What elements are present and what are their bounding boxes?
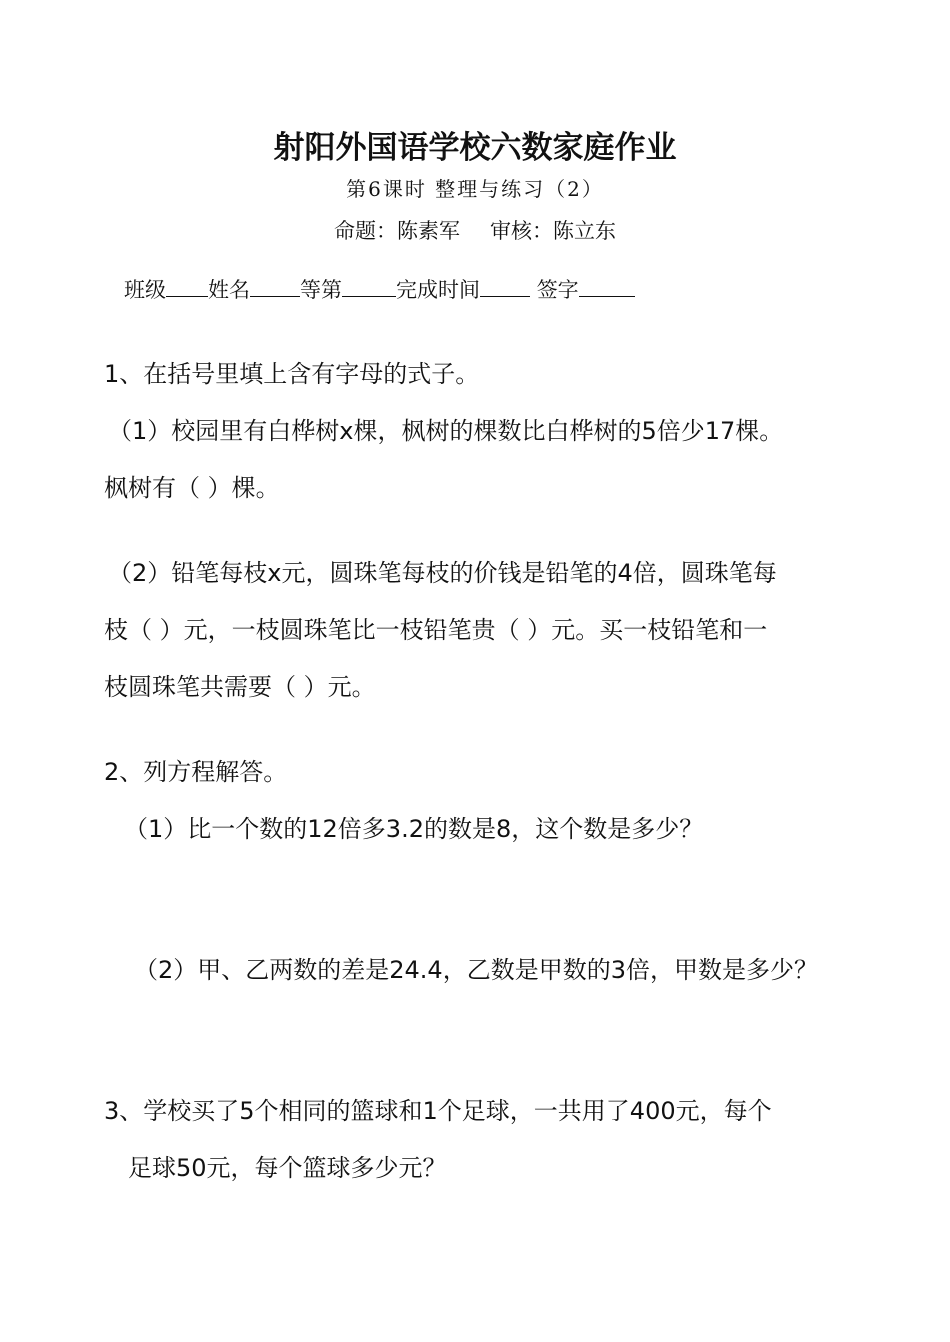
question-1-title: 1、在括号里填上含有字母的式子。 — [104, 360, 480, 388]
question-2-part-2: （2）甲、乙两数的差是24.4，乙数是甲数的3倍，甲数是多少？ — [134, 956, 818, 984]
question-1-part-1-line-2: 枫树有（ ）棵。 — [104, 474, 280, 502]
class-label: 班级 — [124, 278, 166, 302]
question-3-line-1: 3、学校买了5个相同的篮球和1个足球，一共用了400元，每个 — [104, 1097, 772, 1125]
lesson-subtitle: 第6课时 整理与练习（2） — [346, 177, 604, 201]
question-1-part-2-line-3: 枝圆珠笔共需要（ ）元。 — [104, 673, 376, 701]
question-1-part-2-line-2: 枝（ ）元，一枝圆珠笔比一枝铅笔贵（ ）元。买一枝铅笔和一 — [104, 616, 768, 644]
reviewer-label: 审核：陈立东 — [490, 219, 616, 243]
grade-blank[interactable] — [342, 274, 396, 297]
question-2-part-1: （1）比一个数的12倍多3.2的数是8，这个数是多少？ — [124, 815, 704, 843]
sign-label: 签字 — [536, 278, 579, 302]
class-blank[interactable] — [166, 274, 208, 297]
time-blank[interactable] — [480, 274, 530, 297]
student-info-row — [124, 274, 635, 305]
name-blank[interactable] — [250, 274, 300, 297]
author-line — [0, 216, 950, 246]
question-1-part-2-line-1: （2）铅笔每枝x元，圆珠笔每枝的价钱是铅笔的4倍，圆珠笔每 — [108, 559, 777, 587]
page-title: 射阳外国语学校六数家庭作业 — [273, 130, 677, 166]
question-3-line-2: 足球50元，每个篮球多少元？ — [128, 1154, 447, 1182]
sign-blank[interactable] — [579, 274, 635, 297]
author-label: 命题：陈素军 — [334, 219, 460, 243]
question-2-title: 2、列方程解答。 — [104, 758, 288, 786]
question-1-part-1-line-1: （1）校园里有白桦树x棵，枫树的棵数比白桦树的5倍少17棵。 — [108, 417, 784, 445]
name-label: 姓名 — [208, 278, 250, 302]
grade-label: 等第 — [300, 278, 342, 302]
time-label: 完成时间 — [396, 278, 480, 302]
